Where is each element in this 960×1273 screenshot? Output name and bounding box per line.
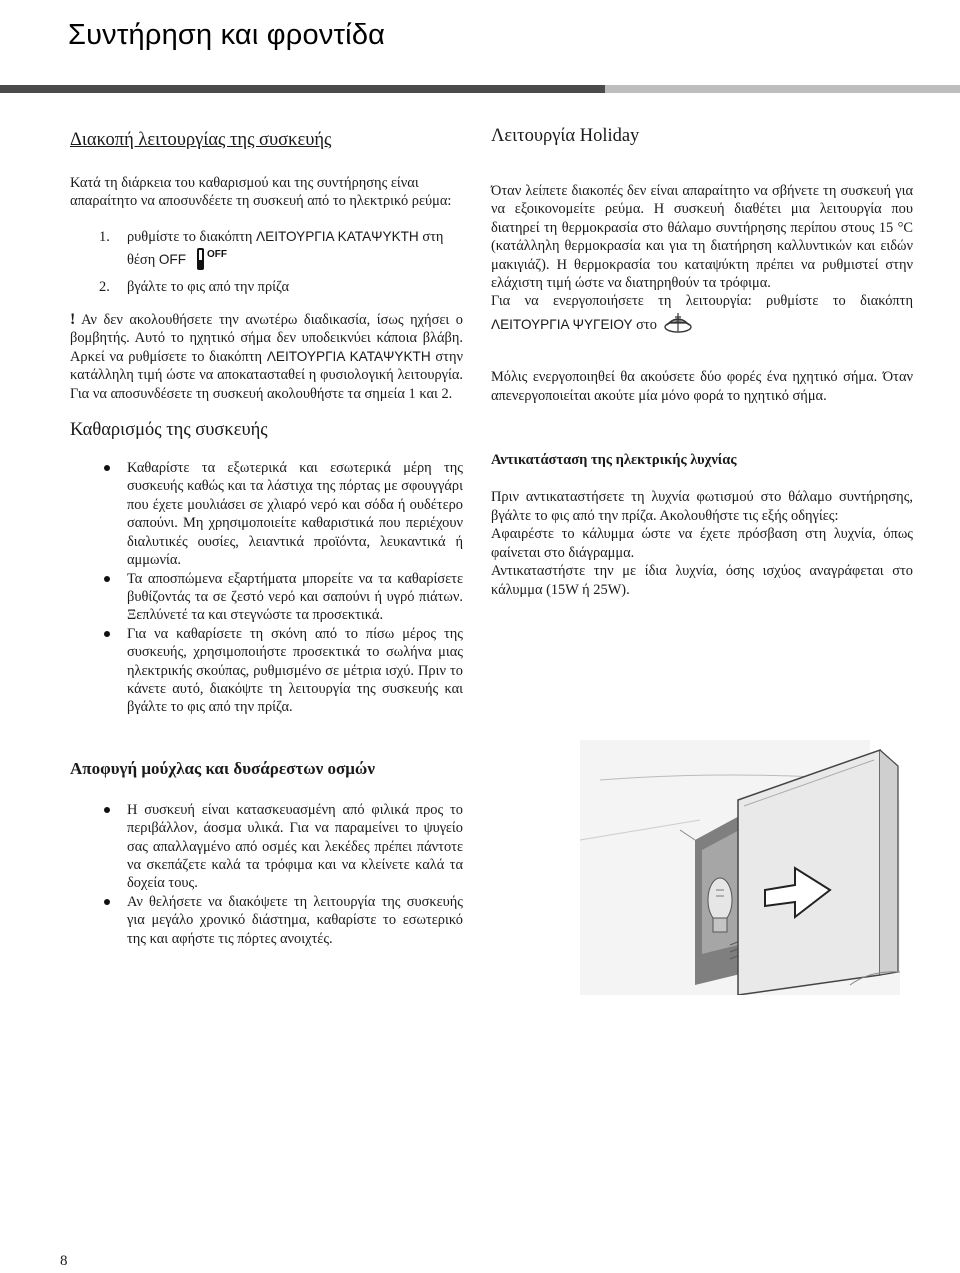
left-column — [70, 128, 463, 948]
warning-text: Αν δεν ακολουθήσετε την ανωτέρω διαδικασία, ίσως ηχήσει ο βομβητής. Αυτό το ηχητικό σήμα δεν υποδεικνύει κάποια βλάβη. Αρκεί να ρυθμίσετε το διακόπτη — [70, 312, 463, 365]
list-item-text: Αν θελήσετε να διακόψετε τη λειτουργία της συσκευής για μεγάλο χρονικό διάστημα, καθαρίστε το εσωτερικό της και αφήστε τις πόρτες ανοιχτές. — [127, 893, 463, 947]
warning-mark: ! — [70, 311, 76, 329]
lamp-paragraph: Αντικαταστήστε την με ίδια λυχνία, όσης ισχύος αναγράφεται στο κάλυμμα (15W ή 25W). — [491, 563, 913, 598]
off-icon-label: OFF — [207, 249, 228, 261]
right-column — [491, 124, 913, 599]
step-number: 1. — [99, 228, 110, 245]
shutdown-steps — [70, 228, 463, 296]
list-item-text: Τα αποσπώμενα εξαρτήματα μπορείτε να τα καθαρίσετε βυθίζοντάς τα σε ζεστό νερό και σαπούνι ή υγρό πιάτων. Ξεπλύνετέ τα και στεγνώστε τα προσεκτικά. — [127, 570, 463, 624]
lamp-cover-illustration — [580, 740, 920, 1000]
lamp-paragraph: Αφαιρέστε το κάλυμμα ώστε να έχετε πρόσβαση στη λυχνία, όπως φαίνεται στο διάγραμμα. — [491, 526, 913, 561]
cleaning-list — [70, 459, 463, 717]
off-icon — [196, 246, 232, 277]
warning-switch-name: ΛΕΙΤΟΥΡΓΙΑ ΚΑΤΑΨΥΚΤΗ — [266, 348, 431, 364]
page-number: 8 — [60, 1253, 68, 1269]
bullet-icon — [104, 807, 110, 813]
list-item — [70, 459, 463, 569]
bullet-icon — [104, 465, 110, 471]
holiday-activate-text: στο — [632, 316, 657, 333]
shutdown-warning — [70, 311, 463, 403]
mould-heading: Αποφυγή μούχλας και δυσάρεστων οσμών — [70, 758, 375, 778]
list-item-text: Η συσκευή είναι κατασκευασμένη από φιλικά προς το περιβάλλον, άοσμα υλικά. Για να παραμείνει το ψυγείο σας απαλλαγμένο από οσμές και λεκέδες πρέπει πάντοτε να σκεπάζετε καλά τα τρόφιμα και να κλείνετε καλά τα δοχεία τους. — [127, 801, 463, 892]
step-text: βγάλτε το φις από την πρίζα — [127, 278, 289, 295]
holiday-paragraph: Όταν λείπετε διακοπές δεν είναι απαραίτητο να σβήνετε τη συσκευή για να εξοικονομείτε ρεύμα. Η συσκευή διαθέτει μια λειτουργία που διατηρεί τη θερμοκρασία στο θάλαμο συντήρησης περίπου στους 15 °C (κατάλληλη θερμοκρασία και για τη διατήρηση καλλυντικών και ειδών μακιγιάζ). Η θερμοκρασία του καταψύκτη πρέπει να ρυθμιστεί στην ελάχιστη τιμή ώστε να διατηρηθούν τα τρόφιμα. — [491, 183, 913, 292]
shutdown-step — [70, 278, 463, 296]
shutdown-heading: Διακοπή λειτουργίας της συσκευής — [70, 130, 332, 150]
holiday-sound: Μόλις ενεργοποιηθεί θα ακούσετε δύο φορές ένα ηχητικό σήμα. Όταν απενεργοποιείται ακούτε μία μόνο φορά το ηχητικό σήμα. — [491, 369, 913, 404]
bullet-icon — [104, 899, 110, 905]
list-item-text: Για να καθαρίσετε τη σκόνη από το πίσω μέρος της συσκευής, χρησιμοποιήστε προσεκτικά το σωλήνα μιας ηλεκτρικής σκούπας, ρυθμισμένο σε μέτρια ισχύ. Πριν το κάνετε αυτό, διακόψτε τη λειτουργία της συσκευής και βγάλτε το φις από την πρίζα. — [127, 625, 463, 716]
bullet-icon — [104, 631, 110, 637]
list-item — [70, 625, 463, 717]
step-off-value: OFF — [158, 252, 187, 268]
warning-text: στην κατάλληλη τιμή ώστε να αποκατασταθεί η φυσιολογική λειτουργία. Για να αποσυνδέσετε τη συσκευή ακολουθήστε τα σημεία 1 και 2. — [70, 348, 463, 402]
holiday-icon — [663, 311, 693, 338]
mould-list — [70, 801, 463, 948]
lamp-paragraph: Πριν αντικαταστήσετε τη λυχνία φωτισμού στο θάλαμο συντήρησης, βγάλτε το φις από την πρίζα. Ακολουθήστε τις εξής οδηγίες: — [491, 489, 913, 524]
step-text: στη θέση — [127, 228, 444, 269]
step-text: ρυθμίστε το διακόπτη — [127, 228, 257, 245]
holiday-activate-text: Για να ενεργοποιήσετε τη λειτουργία: ρυθμίστε το διακόπτη — [491, 293, 913, 310]
title-rule-dark — [0, 85, 605, 93]
title-rule-light — [605, 85, 960, 93]
step-switch-name: ΛΕΙΤΟΥΡΓΙΑ ΚΑΤΑΨΥΚΤΗ — [256, 228, 419, 244]
cleaning-heading: Καθαρισμός της συσκευής — [70, 420, 268, 441]
shutdown-step — [70, 228, 463, 278]
lamp-heading: Αντικατάσταση της ηλεκτρικής λυχνίας — [491, 452, 737, 469]
list-item — [70, 893, 463, 948]
list-item — [70, 570, 463, 625]
list-item-text: Καθαρίστε τα εξωτερικά και εσωτερικά μέρη της συσκευής καθώς και τα λάστιχα της πόρτας με σφουγγάρι που έχετε μουλιάσει σε χλιαρό νερό και σόδα ή ουδέτερο σαπούνι. Μη χρησιμοποιείτε καθαριστικά που περιέχουν διαλυτικές ουσίες, λειαντικά προϊόντα, λευκαντικά ή αμμωνία. — [127, 460, 463, 569]
holiday-heading: Λειτουργία Holiday — [491, 126, 640, 146]
bullet-icon — [104, 576, 110, 582]
shutdown-intro: Κατά τη διάρκεια του καθαρισμού και της συντήρησης είναι απαραίτητο να αποσυνδέετε τη συσκευή από το ηλεκτρικό ρεύμα: — [70, 175, 452, 210]
step-number: 2. — [99, 278, 110, 295]
page-title: Συντήρηση και φροντίδα — [68, 19, 386, 52]
holiday-activate — [491, 292, 913, 338]
holiday-switch-name: ΛΕΙΤΟΥΡΓΙΑ ΨΥΓΕΙΟΥ — [491, 316, 633, 332]
list-item — [70, 801, 463, 893]
